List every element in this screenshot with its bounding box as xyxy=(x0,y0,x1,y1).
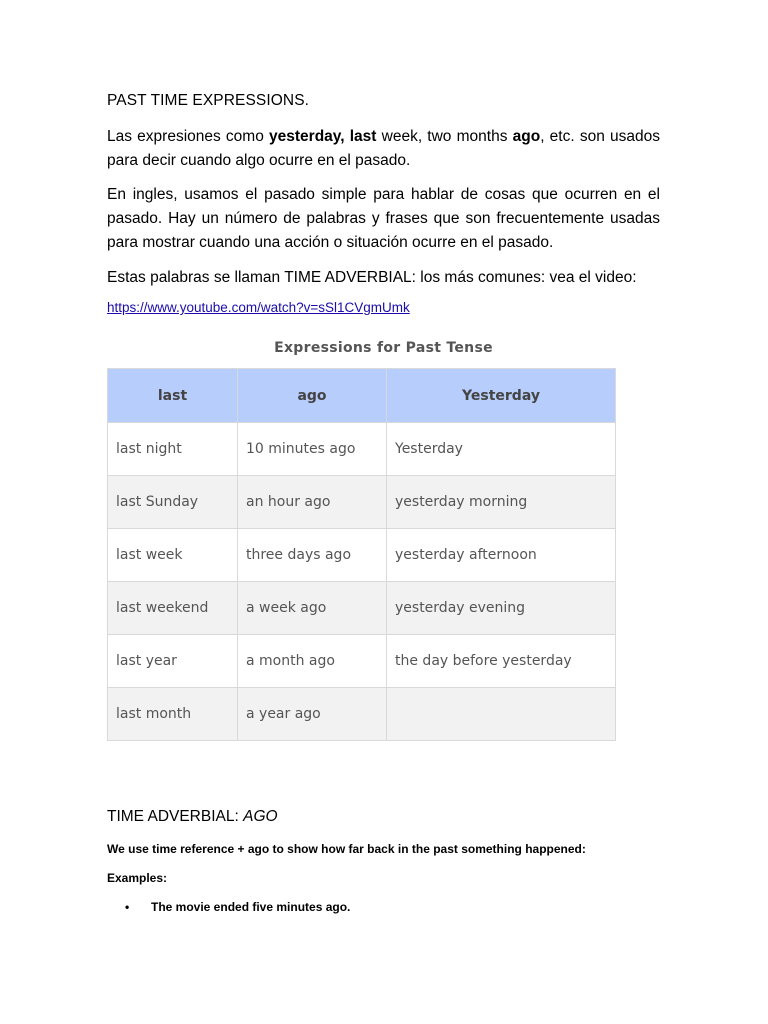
table-cell: three days ago xyxy=(238,529,387,582)
table-cell: Yesterday xyxy=(387,423,616,476)
table-cell: last Sunday xyxy=(108,476,238,529)
table-cell: last year xyxy=(108,635,238,688)
table-row xyxy=(108,423,616,476)
header-last: last xyxy=(108,369,238,423)
video-link[interactable]: https://www.youtube.com/watch?v=sSl1CVgmUmk xyxy=(107,300,410,315)
table-cell: yesterday evening xyxy=(387,582,616,635)
header-yesterday: Yesterday xyxy=(387,369,616,423)
intro-text-3: , etc. son usados para decir cuando algo ocurre en el pasado. xyxy=(107,128,660,169)
intro-bold-2: ago xyxy=(512,128,541,145)
table-row xyxy=(108,635,616,688)
table-title: Expressions for Past Tense xyxy=(274,340,493,356)
intro-paragraph xyxy=(107,125,660,173)
table-header-row xyxy=(108,369,616,423)
bullet-icon: • xyxy=(125,900,130,914)
table-cell: a week ago xyxy=(238,582,387,635)
table-cell: last month xyxy=(108,688,238,741)
table-cell: 10 minutes ago xyxy=(238,423,387,476)
intro-text-1: Las expresiones como xyxy=(107,128,270,145)
section-heading-italic: AGO xyxy=(243,808,278,825)
table-row xyxy=(108,529,616,582)
intro-text-2: week, two months xyxy=(376,128,513,145)
examples-label: Examples: xyxy=(107,871,168,885)
table-cell: the day before yesterday xyxy=(387,635,616,688)
section-heading-prefix: TIME ADVERBIAL: xyxy=(107,808,244,825)
table-row xyxy=(108,688,616,741)
intro-bold-1: yesterday, last xyxy=(269,128,377,145)
table-cell: yesterday afternoon xyxy=(387,529,616,582)
time-adverbial-paragraph: Estas palabras se llaman TIME ADVERBIAL: los más comunes: vea el video: xyxy=(107,269,637,286)
section-heading xyxy=(107,808,278,826)
table-cell xyxy=(387,688,616,741)
header-ago: ago xyxy=(238,369,387,423)
list-item xyxy=(125,900,350,914)
table-row xyxy=(108,582,616,635)
page-title: PAST TIME EXPRESSIONS. xyxy=(107,92,310,109)
table-cell: yesterday morning xyxy=(387,476,616,529)
explanation-paragraph: En ingles, usamos el pasado simple para hablar de cosas que ocurren en el pasado. Hay un número de palabras y frases que son frecuentemente usadas para mostrar cuando una acción o situación ocurre en el pasado. xyxy=(107,186,660,251)
table-cell: last night xyxy=(108,423,238,476)
table-cell: a month ago xyxy=(238,635,387,688)
table-row xyxy=(108,476,616,529)
example-text: The movie ended five minutes ago. xyxy=(151,900,351,914)
table-cell: last weekend xyxy=(108,582,238,635)
section-description: We use time reference + ago to show how far back in the past something happened: xyxy=(107,842,586,856)
table-cell: a year ago xyxy=(238,688,387,741)
table-cell: an hour ago xyxy=(238,476,387,529)
expressions-table xyxy=(107,368,616,741)
table-cell: last week xyxy=(108,529,238,582)
